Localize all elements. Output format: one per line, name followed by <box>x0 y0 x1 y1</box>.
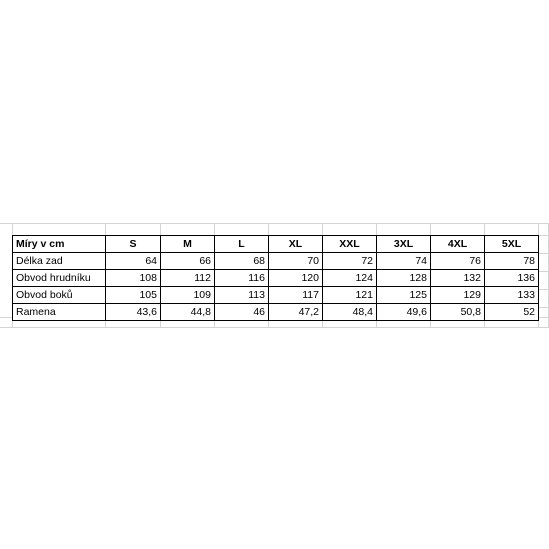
table-cell[interactable]: 136 <box>485 270 539 287</box>
table-row <box>13 253 539 270</box>
table-cell[interactable]: 50,8 <box>431 304 485 321</box>
table-cell[interactable]: 125 <box>377 287 431 304</box>
table-cell[interactable]: 133 <box>485 287 539 304</box>
table-cell[interactable]: 113 <box>215 287 269 304</box>
table-cell[interactable]: 74 <box>377 253 431 270</box>
table-cell[interactable]: 105 <box>106 287 161 304</box>
table-cell[interactable]: 52 <box>485 304 539 321</box>
table-cell[interactable]: 124 <box>323 270 377 287</box>
table-cell[interactable]: 49,6 <box>377 304 431 321</box>
table-cell[interactable]: 70 <box>269 253 323 270</box>
table-header-row <box>13 236 539 253</box>
table-cell[interactable]: 48,4 <box>323 304 377 321</box>
header-cell-m[interactable]: M <box>161 236 215 253</box>
row-label[interactable]: Obvod hrudníku <box>13 270 106 287</box>
table-cell[interactable]: 66 <box>161 253 215 270</box>
header-cell-5xl[interactable]: 5XL <box>485 236 539 253</box>
header-cell-s[interactable]: S <box>106 236 161 253</box>
row-label[interactable]: Délka zad <box>13 253 106 270</box>
table-cell[interactable]: 47,2 <box>269 304 323 321</box>
table-cell[interactable]: 72 <box>323 253 377 270</box>
header-cell-xxl[interactable]: XXL <box>323 236 377 253</box>
header-cell-xl[interactable]: XL <box>269 236 323 253</box>
table-cell[interactable]: 78 <box>485 253 539 270</box>
table-cell[interactable]: 46 <box>215 304 269 321</box>
table-cell[interactable]: 68 <box>215 253 269 270</box>
row-label[interactable]: Ramena <box>13 304 106 321</box>
header-cell-l[interactable]: L <box>215 236 269 253</box>
table-cell[interactable]: 112 <box>161 270 215 287</box>
table-cell[interactable]: 129 <box>431 287 485 304</box>
size-chart-table <box>12 235 539 321</box>
table-row <box>13 287 539 304</box>
table-cell[interactable]: 109 <box>161 287 215 304</box>
header-cell-measure[interactable]: Míry v cm <box>13 236 106 253</box>
row-label[interactable]: Obvod boků <box>13 287 106 304</box>
table-row <box>13 304 539 321</box>
table-cell[interactable]: 128 <box>377 270 431 287</box>
table-cell[interactable]: 116 <box>215 270 269 287</box>
table-cell[interactable]: 43,6 <box>106 304 161 321</box>
spreadsheet-area <box>0 223 549 328</box>
table-cell[interactable]: 120 <box>269 270 323 287</box>
table-cell[interactable]: 117 <box>269 287 323 304</box>
header-cell-3xl[interactable]: 3XL <box>377 236 431 253</box>
table-cell[interactable]: 132 <box>431 270 485 287</box>
table-cell[interactable]: 64 <box>106 253 161 270</box>
table-cell[interactable]: 76 <box>431 253 485 270</box>
table-cell[interactable]: 44,8 <box>161 304 215 321</box>
table-row <box>13 270 539 287</box>
table-cell[interactable]: 121 <box>323 287 377 304</box>
table-cell[interactable]: 108 <box>106 270 161 287</box>
header-cell-4xl[interactable]: 4XL <box>431 236 485 253</box>
